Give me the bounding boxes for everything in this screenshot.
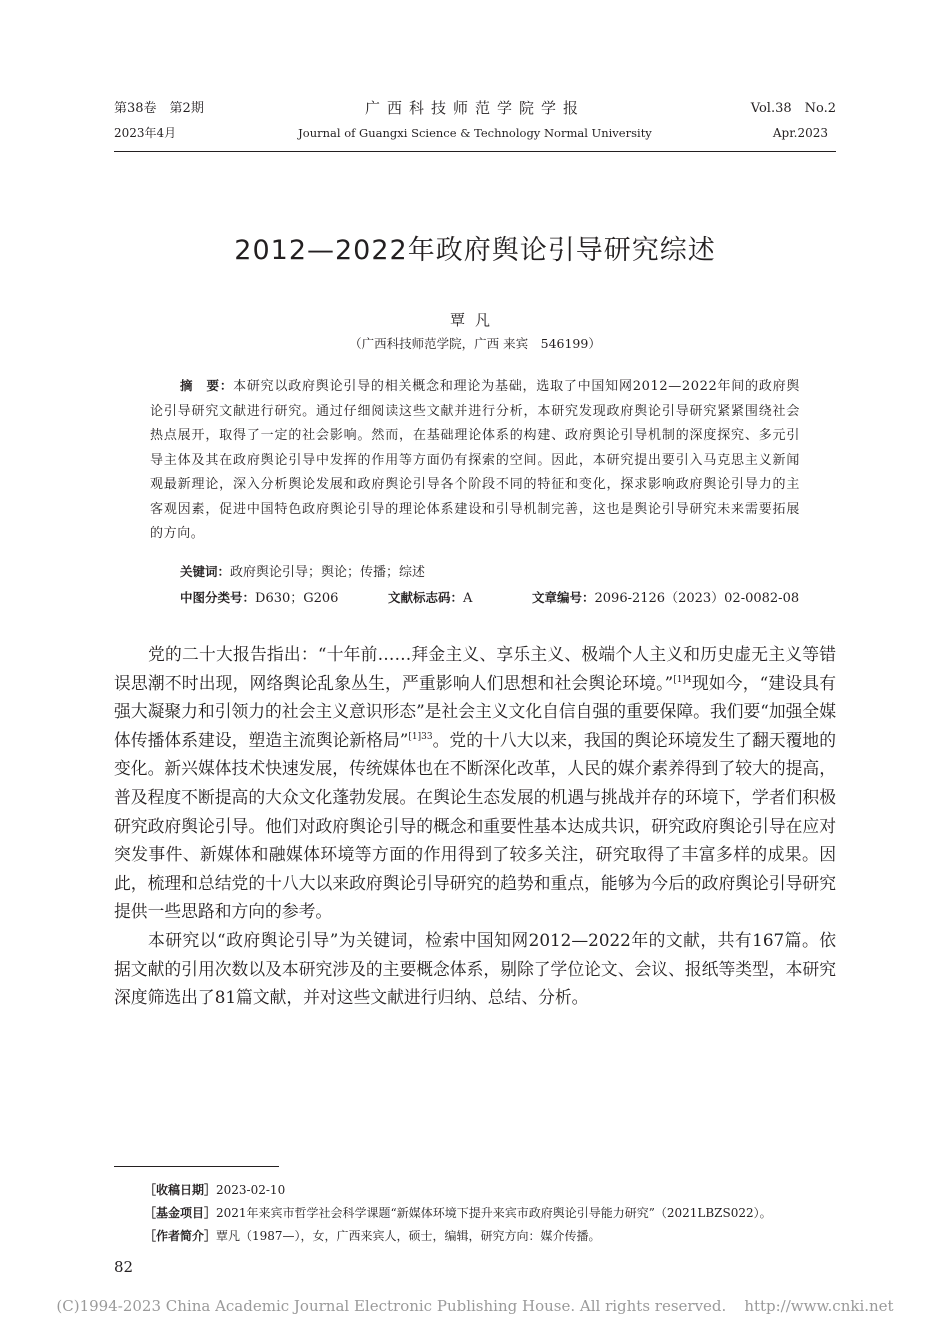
clc-label: 中图分类号： — [180, 590, 256, 605]
cnki-link[interactable]: http://www.cnki.net — [744, 1297, 894, 1315]
keywords-text: 政府舆论引导；舆论；传播；综述 — [230, 565, 426, 580]
article-no-label: 文章编号： — [532, 590, 595, 605]
keywords — [180, 562, 425, 583]
citation-1-33: [1]33 — [408, 731, 433, 742]
author-label: ［作者简介］ — [144, 1229, 217, 1243]
clc-number — [180, 588, 338, 609]
header-volume-issue-en: Vol.38 No.2 — [750, 101, 836, 116]
article-number — [532, 588, 799, 609]
footnote-author — [144, 1228, 601, 1244]
copyright-line — [0, 1297, 950, 1315]
author-value: 覃凡（1987—），女，广西来宾人，硕士，编辑，研究方向：媒介传播。 — [216, 1229, 601, 1243]
header-date: 2023年4月 — [114, 126, 177, 140]
header-date-en: Apr.2023 — [772, 126, 828, 140]
header-journal-name-en: Journal of Guangxi Science & Technology Normal University — [298, 126, 652, 140]
article-affiliation: （广西科技师范学院，广西 来宾 546199） — [349, 336, 601, 351]
doc-value: A — [463, 591, 473, 606]
doc-label: 文献标志码： — [388, 590, 464, 605]
body-paragraph-2: 本研究以“政府舆论引导”为关键词，检索中国知网2012—2022年的文献，共有167篇。依据文献的引用次数以及本研究涉及的主要概念体系，剔除了学位论文、会议、报纸等类型，本研究深度筛选出了81篇文献，并对这些文献进行归纳、总结、分析。 — [114, 929, 836, 1008]
fund-label: ［基金项目］ — [144, 1206, 217, 1220]
header-rule — [114, 151, 836, 152]
citation-1-4: [1]4 — [673, 674, 692, 685]
footnote-fund — [144, 1205, 772, 1221]
abstract — [150, 374, 800, 547]
article-title: 2012—2022年政府舆论引导研究综述 — [234, 235, 716, 266]
body-p1-part-a: 党的二十大报告指出：“十年前……拜金主义、享乐主义、极端个人主义和历史虚无主义等错误思潮不时出现，网络舆论乱象丛生，严重影响人们思想和社会舆论环境。” — [114, 644, 836, 693]
keywords-label: 关键词： — [180, 564, 231, 579]
clc-value: D630；G206 — [255, 591, 339, 606]
received-label: ［收稿日期］ — [144, 1183, 217, 1197]
header-journal-name: 广西科技师范学院学报 — [364, 99, 585, 117]
body-p1-part-c: 。党的十八大以来，我国的舆论环境发生了翻天覆地的变化。新兴媒体技术快速发展，传统媒体也在不断深化改革，人民的媒介素养得到了较大的提高，普及程度不断提高的大众文化蓬勃发展。在舆论生态发展的机遇与挑战并存的环境下，学者们积极研究政府舆论引导。他们对政府舆论引导的概念和重要性基本达成共识，研究政府舆论引导在应对突发事件、新媒体和融媒体环境等方面的作用得到了较多关注，研究取得了丰富多样的成果。因此，梳理和总结党的十八大以来政府舆论引导研究的趋势和重点，能够为今后的政府舆论引导研究提供一些思路和方向的参考。 — [114, 729, 836, 922]
page-number: 82 — [114, 1258, 134, 1276]
footnote-received — [144, 1182, 285, 1198]
body-paragraph-1 — [114, 640, 836, 926]
footnote-rule — [114, 1166, 279, 1167]
article-author: 覃凡 — [449, 311, 500, 329]
abstract-text: 本研究以政府舆论引导的相关概念和理论为基础，选取了中国知网2012—2022年间的政府舆论引导研究文献进行研究。通过仔细阅读这些文献并进行分析，本研究发现政府舆论引导研究紧紧围绕社会热点展开，取得了一定的社会影响。然而，在基础理论体系的构建、政府舆论引导机制的深度探究、多元引导主体及其在政府舆论引导中发挥的作用等方面仍有探索的空间。因此，本研究提出要引入马克思主义新闻观最新理论，深入分析舆论发展和政府舆论引导各个阶段不同的特征和变化，探求影响政府舆论引导力的主客观因素，促进中国特色政府舆论引导的理论体系建设和引导机制完善，这也是舆论引导研究未来需要拓展的方向。 — [150, 379, 800, 541]
received-value: 2023-02-10 — [216, 1183, 286, 1197]
body-p1-part-b: 现如今，“建设具有强大凝聚力和引领力的社会主义意识形态”是社会主义文化自信自强的重要保障。我们要“加强全媒体传播体系建设，塑造主流舆论新格局” — [114, 672, 836, 750]
body-text — [114, 640, 836, 1012]
article-no-value: 2096-2126（2023）02-0082-08 — [594, 591, 800, 606]
document-code — [388, 588, 472, 609]
fund-value: 2021年来宾市哲学社会科学课题“新媒体环境下提升来宾市政府舆论引导能力研究”（2021LBZS022）。 — [216, 1206, 772, 1220]
abstract-label: 摘 要： — [180, 378, 234, 393]
copyright-text: (C)1994-2023 China Academic Journal Electronic Publishing House. All rights reserved. — [56, 1297, 727, 1315]
header-volume-issue: 第38卷 第2期 — [114, 101, 204, 116]
classification-line — [180, 588, 800, 608]
